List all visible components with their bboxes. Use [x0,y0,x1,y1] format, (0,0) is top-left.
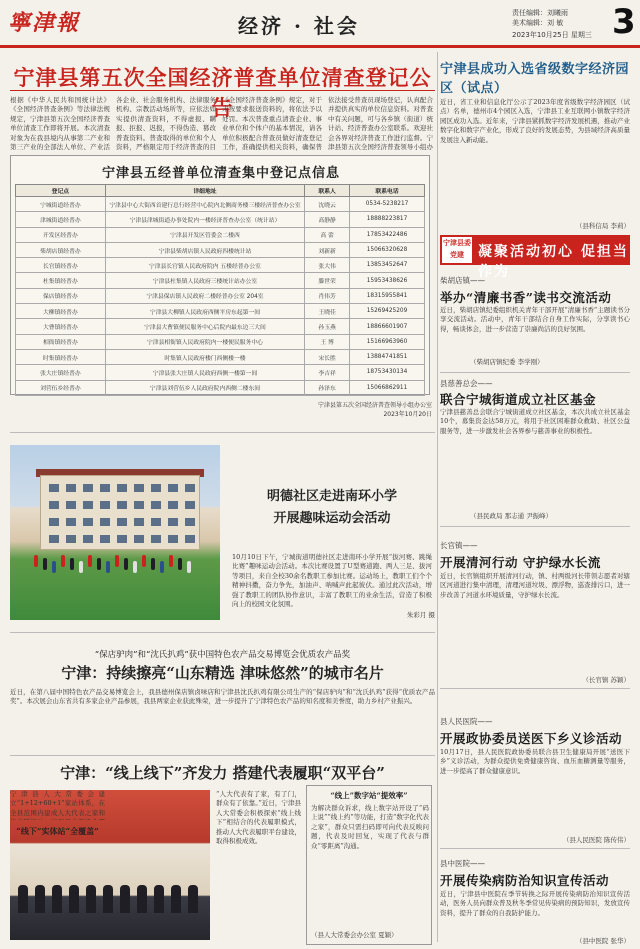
section-divider [10,755,435,756]
story2-kicker: “保店驴肉”和“沈氏扒鸡”获中国特色农产品交易博览会优质农产品奖 [94,650,351,660]
photo-person [103,885,113,913]
town1-label: 柴胡店镇—— [440,276,485,285]
table-cell: 孙泽东 [305,380,350,395]
photo-person [35,885,45,913]
story3-text1: 宁津县人大常委会建立“1+12+60+1”家站体系，在全县范围内建成人大代表之家和 [10,790,105,817]
building-window [49,484,59,492]
table-cell: 滕世荣 [305,273,350,288]
photo-person [52,561,56,573]
photo-person [61,555,65,567]
town4-label: 县人民医院—— [440,717,493,726]
table-cell: 宁津县开发区管委会二楼西 [105,227,304,242]
photo-person [97,558,101,570]
table-cell: 宁津县柴胡店镇人民政府四楼统计站 [105,242,304,257]
table-cell: 15953438626 [350,273,425,288]
main-headline: 宁津县第五次全国经济普查单位清查登记公告 [13,65,432,120]
table-row [16,288,425,303]
photo-person [169,555,173,567]
building-window [168,501,178,509]
table-cell: 18888223817 [350,212,425,227]
photo-person [106,561,110,573]
photo-person [133,561,137,573]
town1-text: 近日，柴胡店镇纪委组织机关青年干部开展“清廉书香”主题读书分享交流活动。活动中，青年干部结合自身工作实际，分享读书心得，畅谈体会，进一步营造了崇廉尚洁的良好氛围。 [440,306,630,333]
table-cell: 刘新新 [305,242,350,257]
town5-source: （县中医院 张华） [575,937,630,945]
right-story1-title: 宁津县成功入选省级数字经济园区（试点） [440,62,630,96]
story3-text2: “人大代表有了家，有了门，群众有了依靠。”近日，宁津县人大常委会积极探索“线上线下”相结合的代表履职模式，推动人大代表履职平台建设，取得积极成效。 [216,790,301,846]
table-cell: 刘营伍乡经普办 [16,380,106,395]
table-row [16,227,425,242]
building-window [151,518,161,526]
town5-label: 县中医院—— [440,859,485,868]
table-row [16,319,425,334]
building-window [117,501,127,509]
table-cell: 时集镇经普办 [16,349,106,364]
building-window [185,484,195,492]
table-cell: 王 博 [305,334,350,349]
main-body-col1: 根据《中华人民共和国统计法》《全国经济普查条例》等法律法规规定，宁津县第五次全国经济普查单位清查工作即将开展。本次清查对象为在我县境内从事第二产业和第三产业的全部法人单位、产业活 [10,96,110,152]
table-cell: 0534-5238217 [350,197,425,212]
right-divider [440,688,630,689]
photo-person [52,885,62,913]
building-window [151,501,161,509]
table-row [16,365,425,380]
table-cell: 柴胡店镇经普办 [16,242,106,257]
section-divider [10,632,435,633]
building-window [117,484,127,492]
building-window [100,535,110,543]
photo-person [124,558,128,570]
table-cell: 大柳镇经普办 [16,304,106,319]
right-divider [440,848,630,849]
column-divider [437,52,438,942]
photo-person [43,558,47,570]
town4-source: （县人民医院 陈传伟） [562,836,630,844]
table-date: 2023年10月20日 [383,411,432,418]
table-cell: 13853452647 [350,258,425,273]
main-body-col3: 《全国经济普查条例》规定，对于未按要求报送资料的，将依法予以处罚。本次普查重点清查企业、事业单位和个体户的基本情况，请各单位积极配合普查员做好清查登记工作，准确提供相关资料，确保普 [222,96,322,152]
table-cell: 17853422486 [350,227,425,242]
table-cell: 宁津县长官镇人民政府院内 五楼经普办公室 [105,258,304,273]
table-cell: 大曹镇经普办 [16,319,106,334]
school-title-1: 明德社区走进南环小学 [266,489,397,504]
town2-title: 联合宁城街道成立社区基金 [440,392,597,407]
table-header: 联系人 [305,185,350,197]
photo-building [40,475,200,550]
right-story1-source: （县科信局 李莉） [575,222,630,230]
town2-label: 县慈善总会—— [440,379,493,388]
main-body-col2: 各企业、社会服务机构、法律服务机构、宗教活动场所等，应依法如实提供清查资料，不得虚报、瞒报、拒报、迟报，不得伪造、篡改普查资料。普查取得的单位和个人资料，严格限定用于经济普查的目 [116,96,216,152]
building-window [83,518,93,526]
table-cell: 孙玉燕 [305,319,350,334]
table-row [16,380,425,395]
building-window [100,484,110,492]
town1-source: （柴胡店镇纪委 李学刚） [470,358,544,366]
table-signature: 宁津县第五次全国经济普查领导小组办公室 [317,402,432,409]
building-window [185,535,195,543]
page-number: 3 [612,2,636,42]
table-cell: 长官镇经普办 [16,258,106,273]
building-window [83,535,93,543]
banner-slogan: 凝聚活动初心 促担当作为 [478,244,629,280]
building-window [66,501,76,509]
photo-person [115,555,119,567]
photo-people [30,555,200,575]
table-cell: 宁津县中心大街西首建行总行经营中心院内北侧商务楼三楼经济普查办公室 [105,197,304,212]
table-cell: 18315955841 [350,288,425,303]
town1-title: 举办“清廉书香”读书交流活动 [440,290,612,305]
town2-source: （县民政局 那志通 尹振峰） [470,512,553,520]
town4-text: 10月17日，县人民医院政协委员联合县卫生健康局开展“送医下乡”义诊活动，为群众提供免费健康咨询、血压血糖测量等服务，进一步提高了群众健康意识。 [440,748,630,775]
photo-person [142,555,146,567]
banner-badge: 宁津县委党建 [442,237,472,263]
photo-person [70,558,74,570]
school-sports-photo [10,445,220,620]
building-window [168,518,178,526]
table-cell: 张大伟 [305,258,350,273]
registration-table [15,184,425,396]
building-window [66,535,76,543]
photo-person [151,558,155,570]
table-cell: 宋长胜 [305,349,350,364]
table-row [16,212,425,227]
building-window [117,518,127,526]
story3-sub1: “线下”实体站“全覆盖” [16,826,99,836]
building-window [168,484,178,492]
table-title: 宁津县五经普单位清查集中登记点信息 [101,166,340,181]
table-cell: 津城街道经普办 [16,212,106,227]
table-row [16,273,425,288]
table-cell: 相衙镇经普办 [16,334,106,349]
table-cell: 宁津县津城街道办事处院内一楼经济普查办公室（统计站） [105,212,304,227]
headline-rule [10,90,435,91]
table-header: 登记点 [16,185,106,197]
town3-label: 长官镇—— [440,541,478,550]
table-cell: 15269425209 [350,304,425,319]
photo-person [86,885,96,913]
building-window [49,518,59,526]
table-cell: 高静静 [305,212,350,227]
table-row [16,258,425,273]
building-window [100,501,110,509]
table-cell: 李吉祥 [305,365,350,380]
building-window [134,501,144,509]
building-window [168,535,178,543]
table-cell: 15066320628 [350,242,425,257]
editor-line: 责任编辑：刘曦雨 [512,9,568,17]
photo-person [187,561,191,573]
building-window [134,484,144,492]
paper-name: 寧津報 [8,10,81,36]
building-window [134,535,144,543]
town4-title: 开展政协委员送医下乡义诊活动 [440,731,623,746]
table-row [16,334,425,349]
table-header: 联系电话 [350,185,425,197]
building-window [66,484,76,492]
town3-source: （长官镇 苏颖） [582,676,630,684]
building-window [151,484,161,492]
table-header: 详细地址 [105,185,304,197]
table-cell: 15166963960 [350,334,425,349]
table-cell: 宁城街道经普办 [16,197,106,212]
photo-person [188,885,198,913]
main-body-col4: 依法接受普查员现场登记，认真配合并提供真实的单位信息资料。对普查中有关问题，可与各乡镇（街道）统计站、经济普查办公室联系。欢迎社会各界对经济普查工作进行监督。宁津县第五次全国经济普查领导小组办 [328,96,433,152]
table-cell: 肖伟芳 [305,288,350,303]
building-window [49,535,59,543]
building-window [100,518,110,526]
table-cell: 张大庄镇经普办 [16,365,106,380]
table-cell: 时集镇人民政府楼门西侧楼一楼 [105,349,304,364]
table-cell: 宁津县大柳镇人民政府西侧平房东起第一间 [105,304,304,319]
section-title: 经济 · 社会 [238,14,360,38]
town3-text: 近日，长官镇组织开展清河行动，镇、村两级河长带领志愿者对辖区河道进行集中清理，清理河道垃圾、漂浮物，巡查排污口，进一步改善了河道水环境质量，守护绿水长流。 [440,572,630,599]
photo-person [137,885,147,913]
building-window [117,535,127,543]
photo-person [34,555,38,567]
registration-table-box [10,155,430,395]
photo-person [79,561,83,573]
building-window [185,501,195,509]
town5-title: 开展传染病防治知识宣传活动 [440,873,610,888]
table-cell: 宁津县张大庄镇人民政府西侧一楼第一间 [105,365,304,380]
town2-text: 宁津县慈善总会联合宁城街道成立社区基金，本次共成立社区基金10个，募集资金达58万元，将用于社区困难群众救助、社区公益服务等，进一步激发社会各界参与慈善事业的积极性。 [440,408,630,435]
story3-headline: 宁津：“线上线下”齐发力 搭建代表履职“双平台” [60,764,385,782]
table-cell: 宁津县大曹镇便民服务中心后院内最东边三大间 [105,319,304,334]
designer-line: 美术编辑：刘 敏 [512,19,564,27]
table-row [16,304,425,319]
school-text: 10月10日下午，宁城街道明德社区走进南环小学开展“拔河赛、跳绳比赛”趣味运动会活动。本次比赛设置了U型赛道跑、两人三足、拔河等项目，来自全校30余名教职工参加比赛。运动场上，教职工们个个精神抖擞，奋力争先，加油声、呐喊声此起彼伏。通过此次活动，增强了教职工的团队协作意识，丰富了教职工的业余生活，营造了积极向上的校园文化氛围。 [232,553,432,609]
story3-sub2: “线上”数字站“提效率” [330,791,408,800]
table-cell: 杜集镇经普办 [16,273,106,288]
table-row [16,242,425,257]
table-cell: 宁津县杜集镇人民政府三楼统计站办公室 [105,273,304,288]
right-divider [440,526,630,527]
photo-person [69,885,79,913]
table-cell: 保店镇经普办 [16,288,106,303]
photo-person [88,555,92,567]
photo-person [120,885,130,913]
table-row [16,349,425,364]
table-cell: 开发区经普办 [16,227,106,242]
story3-text3: 为解决群众诉求，线上数字站开设了“码上说”“线上约”等功能，打造“数字化代表之家”，群众只需扫码即可向代表反映问题，代表及时回复，实现了代表与群众“零距离”沟通。 [311,804,429,850]
table-cell: 13884741851 [350,349,425,364]
story3-box [306,785,432,945]
school-title-2: 开展趣味运动会活动 [273,511,391,526]
section-divider [10,432,435,433]
building-window [49,501,59,509]
masthead [0,0,640,48]
school-author: 朱彩月 摄 [406,611,435,619]
story2-headline: 宁津：持续擦亮“山东精选 津味悠然”的城市名片 [61,664,384,682]
photo-person [18,885,28,913]
building-window [83,501,93,509]
table-cell: 宁津县相衙镇人民政府院内一楼便民服务中心 [105,334,304,349]
photo-person [160,561,164,573]
date-line: 2023年10月25日 星期三 [512,31,592,39]
table-cell: 宁津县刘营伍乡人民政府院内西侧二楼东间 [105,380,304,395]
story2-text: 近日，在第八届中国特色农产品交易博览会上，我县德州保店镇卤味店和宁津县沈氏扒鸡有限公司生产的“保店驴肉”和“沈氏扒鸡”获得“优质农产品奖”。本次展会山东省共有多家企业产品参展，我县两家企业获此殊荣，进一步提升了宁津特色农产品的知名度和美誉度，助力乡村产业振兴。 [10,688,435,706]
building-window [151,535,161,543]
photo-person [178,558,182,570]
town5-text: 近日，宁津县中医院在季节转换之际开展传染病防治知识宣传活动，医务人员向群众普及秋冬季常见传染病的预防知识，发放宣传资料，提升了群众的自我防护能力。 [440,890,630,917]
photo-person [171,885,181,913]
table-cell: 宁津县保店镇人民政府二楼经普办公室 204室 [105,288,304,303]
photo-person [154,885,164,913]
right-story1-text: 近日，省工业和信息化厅公示了2023年度省级数字经济园区（试点）名单，德州市4个园区入选，宁津县工业互联网小镇数字经济园区成功入选。近年来，宁津县紧抓数字经济发展机遇，推动产业数字化和数字产业化，形成了良好的发展态势，为县域经济高质量发展注入新动能。 [440,98,630,144]
building-window [83,484,93,492]
building-window [66,518,76,526]
building-window [134,518,144,526]
party-banner [440,235,630,280]
table-cell: 18866601907 [350,319,425,334]
building-window [185,518,195,526]
table-cell: 沈晓云 [305,197,350,212]
table-cell: 18753430134 [350,365,425,380]
table-cell: 15066862911 [350,380,425,395]
story3-source: （县人大常委会办公室 夏颖） [311,931,398,939]
table-cell: 王晓佳 [305,304,350,319]
right-divider [440,372,630,373]
table-cell: 高 蕾 [305,227,350,242]
town3-title: 开展清河行动 守护绿水长流 [440,555,601,570]
table-row [16,197,425,212]
